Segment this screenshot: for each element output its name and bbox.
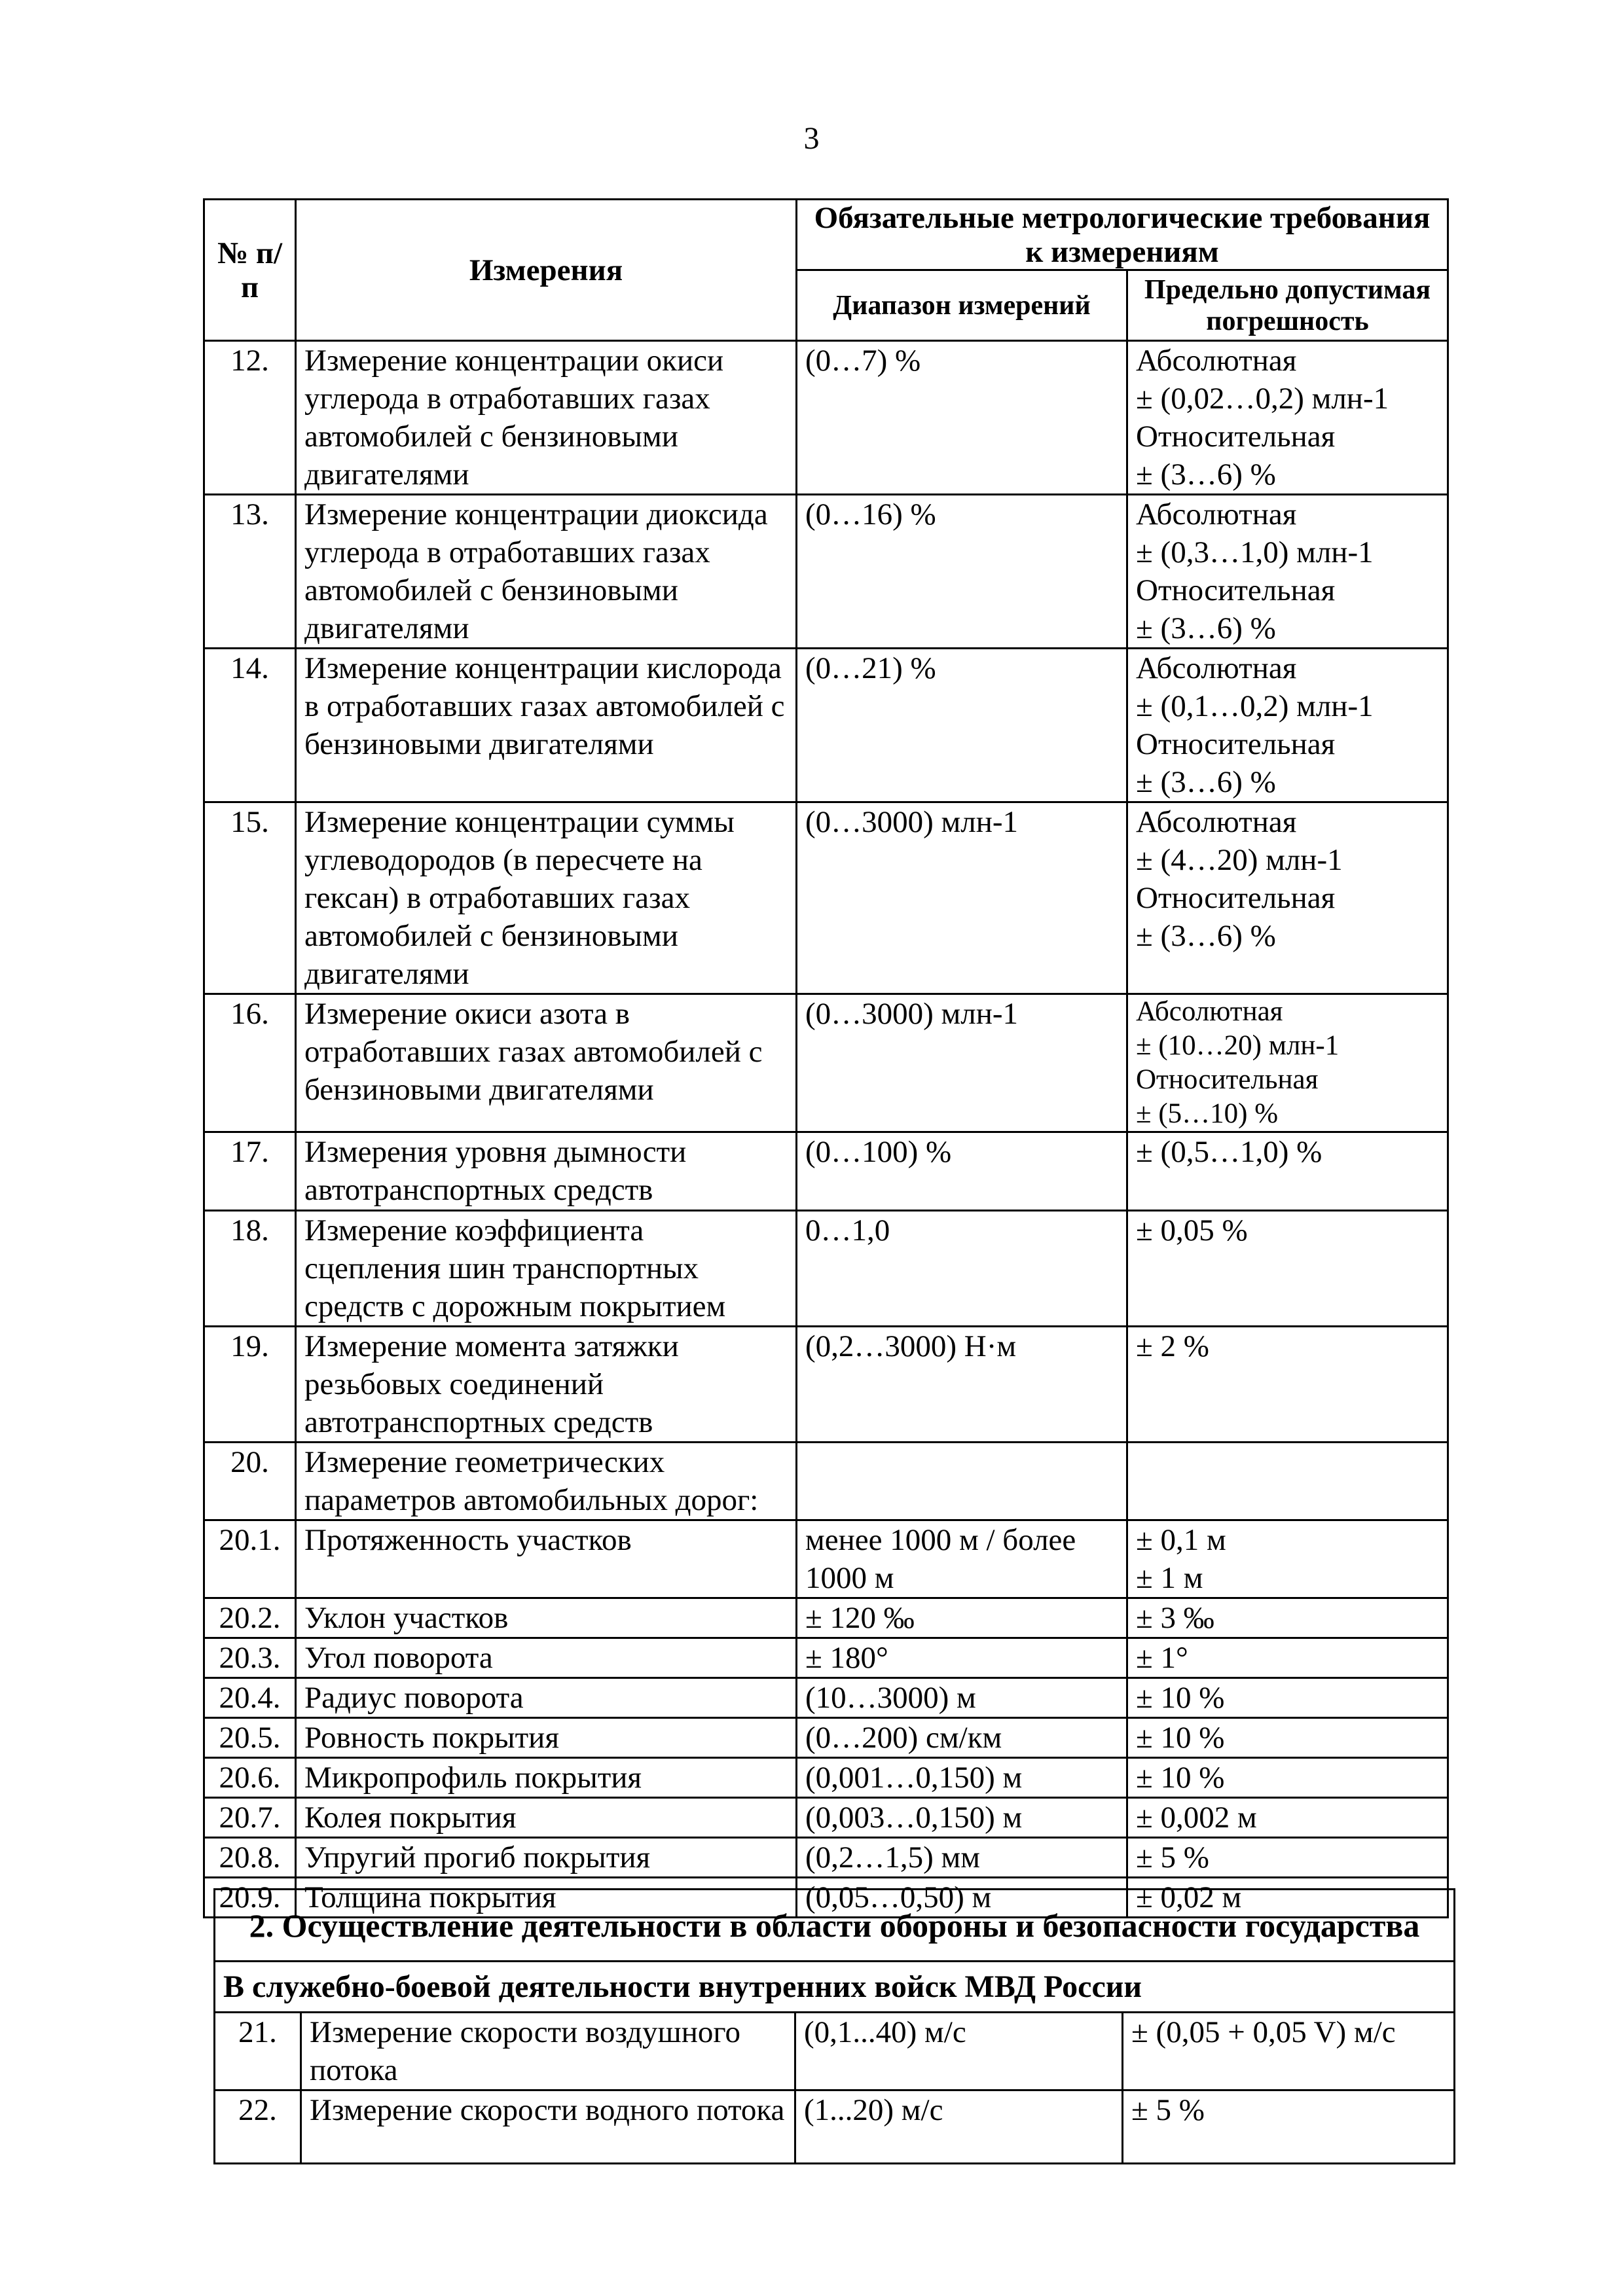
row-error: ± (0,05 + 0,05 V) м/с [1123,2013,1455,2090]
row-error: ± 0,02 м [1127,1878,1448,1918]
row-error: Абсолютная ± (0,1…0,2) млн-1 Относительная ± (3…6) % [1127,649,1448,802]
row-range: менее 1000 м / более 1000 м [797,1520,1127,1598]
table-row [204,1520,1448,1598]
page-number: 3 [803,121,820,156]
row-error: ± 5 % [1123,2090,1455,2164]
row-measurement: Ровность покрытия [296,1718,797,1758]
row-number: 20.4. [204,1678,296,1718]
row-measurement: Угол поворота [296,1638,797,1678]
row-number: 20.1. [204,1520,296,1598]
table-row [204,341,1448,495]
row-range: 0…1,0 [797,1211,1127,1327]
row-range: (0…16) % [797,495,1127,649]
table-row [215,2090,1455,2164]
row-measurement: Измерения уровня дымности автотранспортных средств [296,1132,797,1211]
table-row [204,994,1448,1132]
row-range: (0…21) % [797,649,1127,802]
header-num: № п/п [204,200,296,341]
row-range: (1...20) м/с [795,2090,1123,2164]
table-row [204,1211,1448,1327]
row-range: (0…200) см/км [797,1718,1127,1758]
row-range: (10…3000) м [797,1678,1127,1718]
row-error: Абсолютная ± (4…20) млн-1 Относительная ± (3…6) % [1127,802,1448,994]
row-measurement: Микропрофиль покрытия [296,1758,797,1798]
header-error: Предельно допустимая погрешность [1127,270,1448,341]
row-measurement: Радиус поворота [296,1678,797,1718]
table-row [204,1132,1448,1211]
row-number: 15. [204,802,296,994]
row-error: ± 0,002 м [1127,1798,1448,1838]
row-measurement: Измерение момента затяжки резьбовых соединений автотранспортных средств [296,1327,797,1443]
row-range: ± 120 ‰ [797,1598,1127,1638]
row-range [797,1443,1127,1520]
row-number: 20.8. [204,1838,296,1878]
row-measurement: Измерение концентрации кислорода в отработавших газах автомобилей с бензиновыми двигателями [296,649,797,802]
row-error: Абсолютная ± (10…20) млн-1 Относительная ± (5…10) % [1127,994,1448,1132]
row-measurement: Колея покрытия [296,1798,797,1838]
row-number: 17. [204,1132,296,1211]
table-row [204,495,1448,649]
section-title: 2. Осуществление деятельности в области обороны и безопасности государства [215,1890,1455,1962]
row-range: (0…3000) млн-1 [797,994,1127,1132]
row-error: ± 0,05 % [1127,1211,1448,1327]
row-number: 14. [204,649,296,802]
row-range: (0…3000) млн-1 [797,802,1127,994]
table-row [204,1598,1448,1638]
row-number: 20.5. [204,1718,296,1758]
row-measurement: Упругий прогиб покрытия [296,1838,797,1878]
row-number: 12. [204,341,296,495]
row-error: ± 3 ‰ [1127,1598,1448,1638]
table-row [215,2013,1455,2090]
measurements-table [203,198,1449,1918]
table-row [204,1638,1448,1678]
row-error: Абсолютная ± (0,02…0,2) млн-1 Относительная ± (3…6) % [1127,341,1448,495]
table-row [204,802,1448,994]
row-error: ± 5 % [1127,1838,1448,1878]
row-range: (0…7) % [797,341,1127,495]
row-measurement: Измерение скорости водного потока [301,2090,795,2164]
row-range: ± 180° [797,1638,1127,1678]
row-measurement: Измерение коэффициента сцепления шин транспортных средств с дорожным покрытием [296,1211,797,1327]
row-number: 16. [204,994,296,1132]
row-measurement: Толщина покрытия [296,1878,797,1918]
row-error: ± 10 % [1127,1678,1448,1718]
row-number: 13. [204,495,296,649]
section2-table [213,1888,1455,2164]
row-range: (0…100) % [797,1132,1127,1211]
table-row [204,1798,1448,1838]
row-measurement: Измерение концентрации окиси углерода в отработавших газах автомобилей с бензиновыми двигателями [296,341,797,495]
row-number: 19. [204,1327,296,1443]
row-measurement: Измерение концентрации диоксида углерода в отработавших газах автомобилей с бензиновыми двигателями [296,495,797,649]
row-error: ± 10 % [1127,1718,1448,1758]
header-requirements: Обязательные метрологические требования к измерениям [797,200,1448,270]
row-measurement: Измерение концентрации суммы углеводородов (в пересчете на гексан) в отработавших газах автомобилей с бензиновыми двигателями [296,802,797,994]
row-range: (0,003…0,150) м [797,1798,1127,1838]
row-number: 18. [204,1211,296,1327]
row-range: (0,2…3000) Н·м [797,1327,1127,1443]
row-error: ± 10 % [1127,1758,1448,1798]
section-subtitle: В служебно-боевой деятельности внутренних войск МВД России [215,1962,1455,2013]
row-error: Абсолютная ± (0,3…1,0) млн-1 Относительная ± (3…6) % [1127,495,1448,649]
header-range: Диапазон измерений [797,270,1127,341]
row-number: 20.9. [204,1878,296,1918]
row-number: 22. [215,2090,301,2164]
table-row [204,1758,1448,1798]
row-error: ± (0,5…1,0) % [1127,1132,1448,1211]
row-measurement: Протяженность участков [296,1520,797,1598]
row-number: 20.6. [204,1758,296,1798]
header-measurements: Измерения [296,200,797,341]
row-number: 21. [215,2013,301,2090]
row-number: 20.2. [204,1598,296,1638]
row-range: (0,1...40) м/с [795,2013,1123,2090]
table-row [204,1327,1448,1443]
table-row [204,649,1448,802]
row-number: 20.3. [204,1638,296,1678]
table-row [204,1838,1448,1878]
table-row [204,1678,1448,1718]
table-row [204,1718,1448,1758]
row-measurement: Измерение геометрических параметров автомобильных дорог: [296,1443,797,1520]
row-measurement: Уклон участков [296,1598,797,1638]
row-range: (0,05…0,50) м [797,1878,1127,1918]
row-error: ± 0,1 м ± 1 м [1127,1520,1448,1598]
row-error: ± 1° [1127,1638,1448,1678]
row-error: ± 2 % [1127,1327,1448,1443]
row-number: 20. [204,1443,296,1520]
row-number: 20.7. [204,1798,296,1838]
table-row [204,1443,1448,1520]
row-measurement: Измерение окиси азота в отработавших газах автомобилей с бензиновыми двигателями [296,994,797,1132]
row-error [1127,1443,1448,1520]
row-range: (0,001…0,150) м [797,1758,1127,1798]
row-measurement: Измерение скорости воздушного потока [301,2013,795,2090]
row-range: (0,2…1,5) мм [797,1838,1127,1878]
